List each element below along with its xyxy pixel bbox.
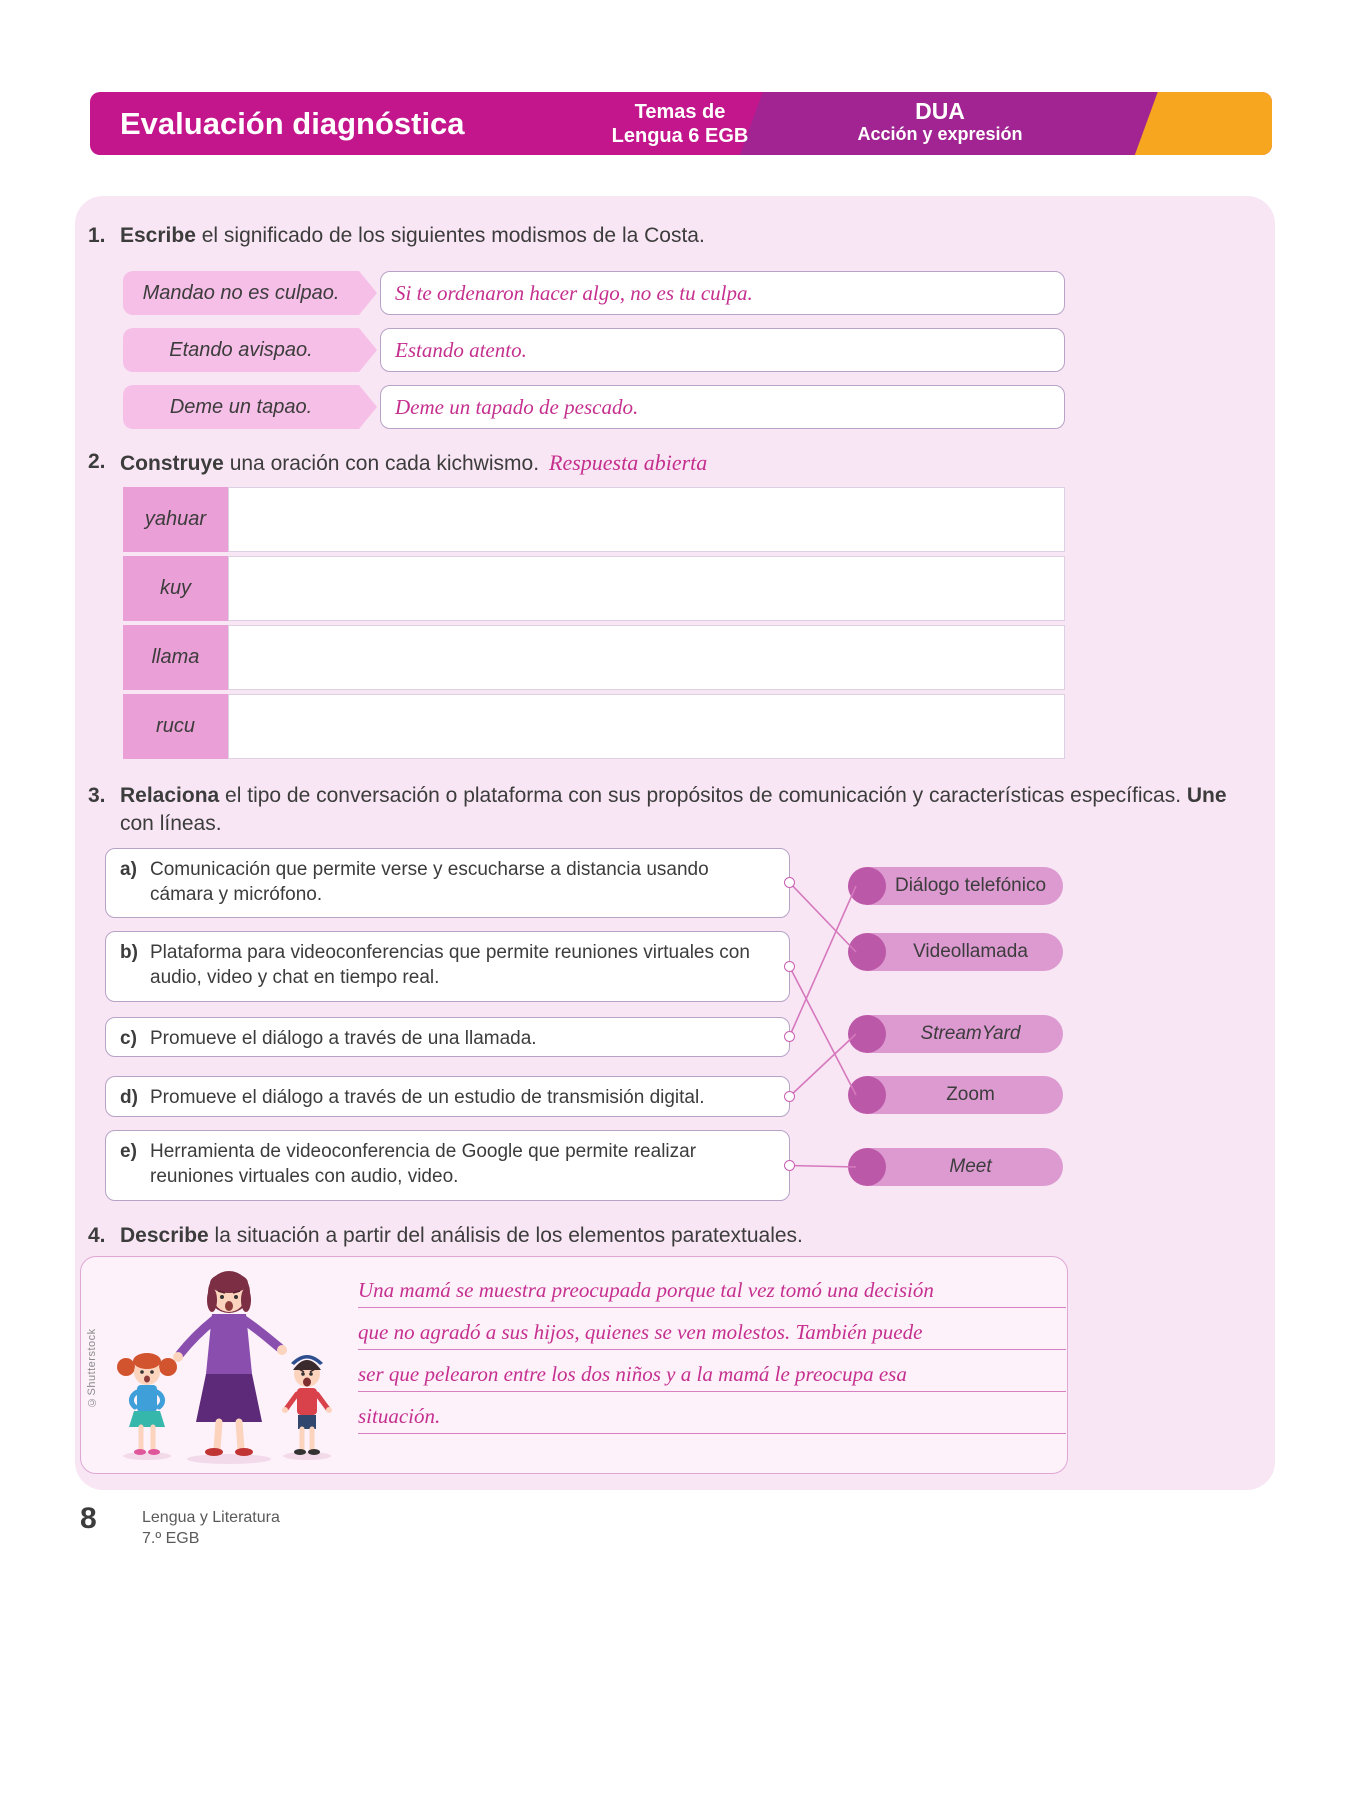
q1-answer-box: Estando atento.: [380, 328, 1065, 372]
header-banner: [90, 92, 1272, 155]
illustration-mother-and-children: [104, 1262, 349, 1467]
q2-answer-box: [228, 556, 1065, 621]
connector-dot-e: [784, 1160, 795, 1171]
q4-heading: [88, 1222, 1250, 1250]
q2-word-label: llama: [123, 625, 228, 690]
q1-idiom-label: Etando avispao.: [123, 328, 359, 372]
option-zoom: Zoom: [848, 1076, 1063, 1114]
mother-figure: [173, 1271, 287, 1456]
q1-idiom-label: Deme un tapao.: [123, 385, 359, 429]
page-number: 8: [80, 1502, 97, 1535]
q4-answer-line: Una mamá se muestra preocupada porque tal vez tomó una decisión: [358, 1268, 1066, 1308]
q2-word-label: rucu: [123, 694, 228, 759]
q2-answer-box: [228, 625, 1065, 690]
q2-heading: [88, 448, 1250, 478]
q2-text: Construye una oración con cada kichwismo. Respuesta abierta: [120, 450, 708, 475]
q3-heading: [88, 782, 1256, 839]
option-streamyard: StreamYard: [848, 1015, 1063, 1053]
q1-number: 1.: [88, 224, 106, 247]
girl-figure: [117, 1353, 177, 1455]
q1-text: Escribe el significado de los siguientes modismos de la Costa.: [120, 224, 705, 247]
dua-subtitle: Acción y expresión: [857, 124, 1023, 145]
connector-dot-d: [784, 1091, 795, 1102]
image-credit: ©Shutterstock: [86, 1328, 98, 1408]
boy-figure: [282, 1355, 332, 1455]
match-item-b: b) Plataforma para videoconferencias que permite reuniones virtuales con audio, video y chat en tiempo real.: [105, 931, 790, 1002]
subject-line1: Temas de: [634, 101, 726, 123]
option-videollamada: Videollamada: [848, 933, 1063, 971]
dua-title: DUA: [915, 98, 965, 124]
q4-answer-line: situación.: [358, 1394, 1066, 1434]
q3-text: Relaciona el tipo de conversación o plataforma con sus propósitos de comunicación y características específicas. Une con líneas.: [120, 784, 1227, 836]
q2-answer-box: [228, 694, 1065, 759]
option-meet: Meet: [848, 1148, 1063, 1186]
q3-number: 3.: [88, 784, 106, 807]
match-item-c: c) Promueve el diálogo a través de una llamada.: [105, 1017, 790, 1057]
q1-answer-box: Deme un tapado de pescado.: [380, 385, 1065, 429]
connector-dot-b: [784, 961, 795, 972]
dua-label: [770, 98, 1110, 145]
connector-dot-a: [784, 877, 795, 888]
q2-word-label: kuy: [123, 556, 228, 621]
option-dialogo-telefonico: Diálogo telefónico: [848, 867, 1063, 905]
q4-answer-line: que no agradó a sus hijos, quienes se ven molestos. También puede: [358, 1310, 1066, 1350]
q1-heading: [88, 222, 1250, 250]
q4-text: Describe la situación a partir del análisis de los elementos paratextuales.: [120, 1224, 803, 1247]
footer-subject: Lengua y Literatura 7.º EGB: [142, 1509, 280, 1547]
q2-number: 2.: [88, 450, 106, 473]
q1-answer-box: Si te ordenaron hacer algo, no es tu culpa.: [380, 271, 1065, 315]
q4-number: 4.: [88, 1224, 106, 1247]
open-answer-note: Respuesta abierta: [549, 450, 708, 475]
q1-idiom-label: Mandao no es culpao.: [123, 271, 359, 315]
q4-answer-line: ser que pelearon entre los dos niños y a la mamá le preocupa esa: [358, 1352, 1066, 1392]
subject-line2: Lengua 6 EGB: [611, 125, 749, 147]
page-title: Evaluación diagnóstica: [120, 106, 465, 141]
q2-word-label: yahuar: [123, 487, 228, 552]
match-item-a: a) Comunicación que permite verse y escucharse a distancia usando cámara y micrófono.: [105, 848, 790, 918]
match-item-d: d) Promueve el diálogo a través de un estudio de transmisión digital.: [105, 1076, 790, 1117]
connector-dot-c: [784, 1031, 795, 1042]
match-item-e: e) Herramienta de videoconferencia de Google que permite realizar reuniones virtuales con audio, video.: [105, 1130, 790, 1201]
q2-answer-box: [228, 487, 1065, 552]
